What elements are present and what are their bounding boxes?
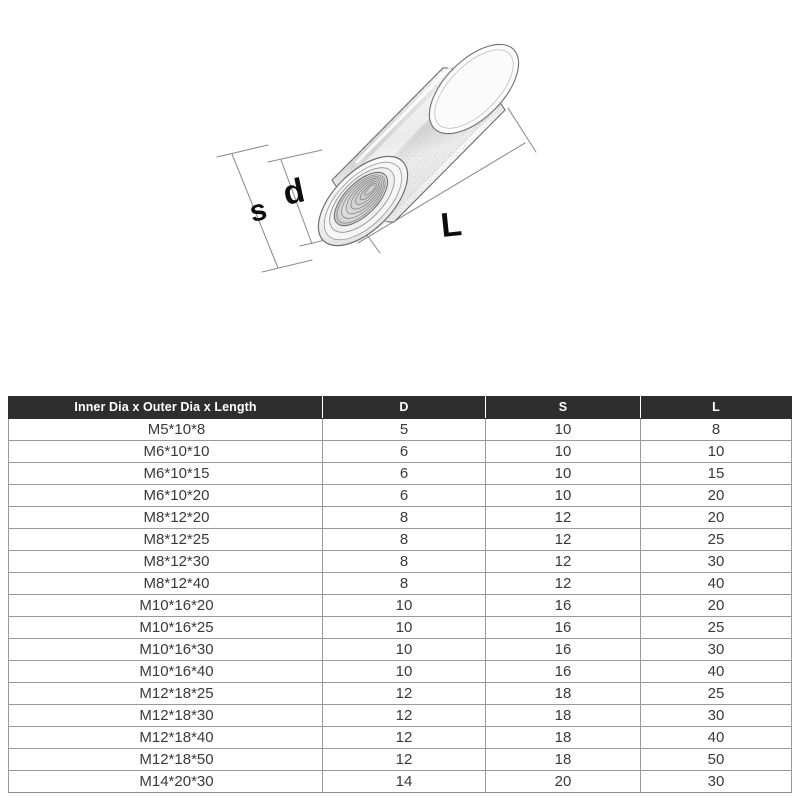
cell-outer-dia: 12 [486, 573, 641, 595]
table-row [9, 551, 792, 573]
table-row [9, 661, 792, 683]
cell-spec-name: M8*12*40 [9, 573, 323, 595]
cell-spec-name: M10*16*20 [9, 595, 323, 617]
s-extension-bottom [262, 260, 312, 272]
table-row [9, 771, 792, 793]
table-header-row [9, 397, 792, 419]
cell-inner-dia: 8 [323, 551, 486, 573]
cell-outer-dia: 18 [486, 683, 641, 705]
column-header-l: L [641, 397, 792, 419]
cell-spec-name: M8*12*25 [9, 529, 323, 551]
cell-length: 40 [641, 573, 792, 595]
cell-outer-dia: 16 [486, 617, 641, 639]
cell-length: 8 [641, 419, 792, 441]
cell-length: 40 [641, 661, 792, 683]
cell-inner-dia: 10 [323, 661, 486, 683]
cell-spec-name: M10*16*40 [9, 661, 323, 683]
cell-spec-name: M8*12*30 [9, 551, 323, 573]
cell-spec-name: M6*10*10 [9, 441, 323, 463]
cell-outer-dia: 16 [486, 595, 641, 617]
cell-outer-dia: 12 [486, 529, 641, 551]
cell-inner-dia: 10 [323, 617, 486, 639]
cell-outer-dia: 10 [486, 485, 641, 507]
cell-spec-name: M6*10*15 [9, 463, 323, 485]
cell-outer-dia: 16 [486, 661, 641, 683]
cell-length: 25 [641, 683, 792, 705]
cell-spec-name: M14*20*30 [9, 771, 323, 793]
table-row [9, 595, 792, 617]
specification-table [8, 396, 792, 793]
cell-outer-dia: 12 [486, 551, 641, 573]
cell-inner-dia: 6 [323, 463, 486, 485]
cell-inner-dia: 6 [323, 485, 486, 507]
table-row [9, 441, 792, 463]
table-row [9, 683, 792, 705]
table-row [9, 463, 792, 485]
cell-outer-dia: 20 [486, 771, 641, 793]
cell-inner-dia: 12 [323, 683, 486, 705]
cell-outer-dia: 16 [486, 639, 641, 661]
column-header-d: D [323, 397, 486, 419]
cell-length: 30 [641, 705, 792, 727]
cell-length: 20 [641, 595, 792, 617]
nut-body [303, 29, 534, 261]
cell-length: 20 [641, 507, 792, 529]
cell-spec-name: M12*18*25 [9, 683, 323, 705]
column-header-s: S [486, 397, 641, 419]
cell-length: 50 [641, 749, 792, 771]
cell-length: 30 [641, 771, 792, 793]
cell-outer-dia: 18 [486, 749, 641, 771]
table-row [9, 529, 792, 551]
table-row [9, 727, 792, 749]
table-row [9, 617, 792, 639]
cell-inner-dia: 12 [323, 749, 486, 771]
cell-inner-dia: 5 [323, 419, 486, 441]
cell-length: 20 [641, 485, 792, 507]
cell-spec-name: M10*16*25 [9, 617, 323, 639]
cell-inner-dia: 8 [323, 573, 486, 595]
cell-spec-name: M12*18*40 [9, 727, 323, 749]
dimension-label-d: d [279, 171, 308, 213]
cell-length: 25 [641, 617, 792, 639]
cell-spec-name: M12*18*30 [9, 705, 323, 727]
cell-inner-dia: 14 [323, 771, 486, 793]
cell-spec-name: M10*16*30 [9, 639, 323, 661]
table-row [9, 485, 792, 507]
table-row [9, 639, 792, 661]
cell-spec-name: M12*18*50 [9, 749, 323, 771]
cell-inner-dia: 8 [323, 529, 486, 551]
cell-length: 10 [641, 441, 792, 463]
cell-inner-dia: 8 [323, 507, 486, 529]
table-row [9, 573, 792, 595]
cell-outer-dia: 10 [486, 441, 641, 463]
cell-length: 30 [641, 551, 792, 573]
cell-outer-dia: 18 [486, 727, 641, 749]
table-body [9, 419, 792, 793]
table-row [9, 749, 792, 771]
cell-outer-dia: 10 [486, 463, 641, 485]
cell-spec-name: M5*10*8 [9, 419, 323, 441]
cell-outer-dia: 10 [486, 419, 641, 441]
cell-outer-dia: 18 [486, 705, 641, 727]
dimension-label-l: L [438, 204, 464, 245]
cell-length: 30 [641, 639, 792, 661]
coupling-nut-svg [0, 0, 800, 380]
s-extension-top [217, 145, 268, 157]
specification-table-container [8, 396, 791, 793]
table-row [9, 507, 792, 529]
cell-inner-dia: 10 [323, 639, 486, 661]
table-header [9, 397, 792, 419]
cell-spec-name: M8*12*20 [9, 507, 323, 529]
cell-inner-dia: 6 [323, 441, 486, 463]
dimension-label-s: s [246, 193, 270, 229]
cell-length: 25 [641, 529, 792, 551]
cell-inner-dia: 10 [323, 595, 486, 617]
cell-inner-dia: 12 [323, 727, 486, 749]
cell-spec-name: M6*10*20 [9, 485, 323, 507]
table-row [9, 419, 792, 441]
cell-inner-dia: 12 [323, 705, 486, 727]
cell-length: 40 [641, 727, 792, 749]
product-illustration [0, 0, 800, 380]
cell-length: 15 [641, 463, 792, 485]
d-extension-top [268, 150, 322, 162]
table-row [9, 705, 792, 727]
column-header-name: Inner Dia x Outer Dia x Length [9, 397, 323, 419]
cell-outer-dia: 12 [486, 507, 641, 529]
